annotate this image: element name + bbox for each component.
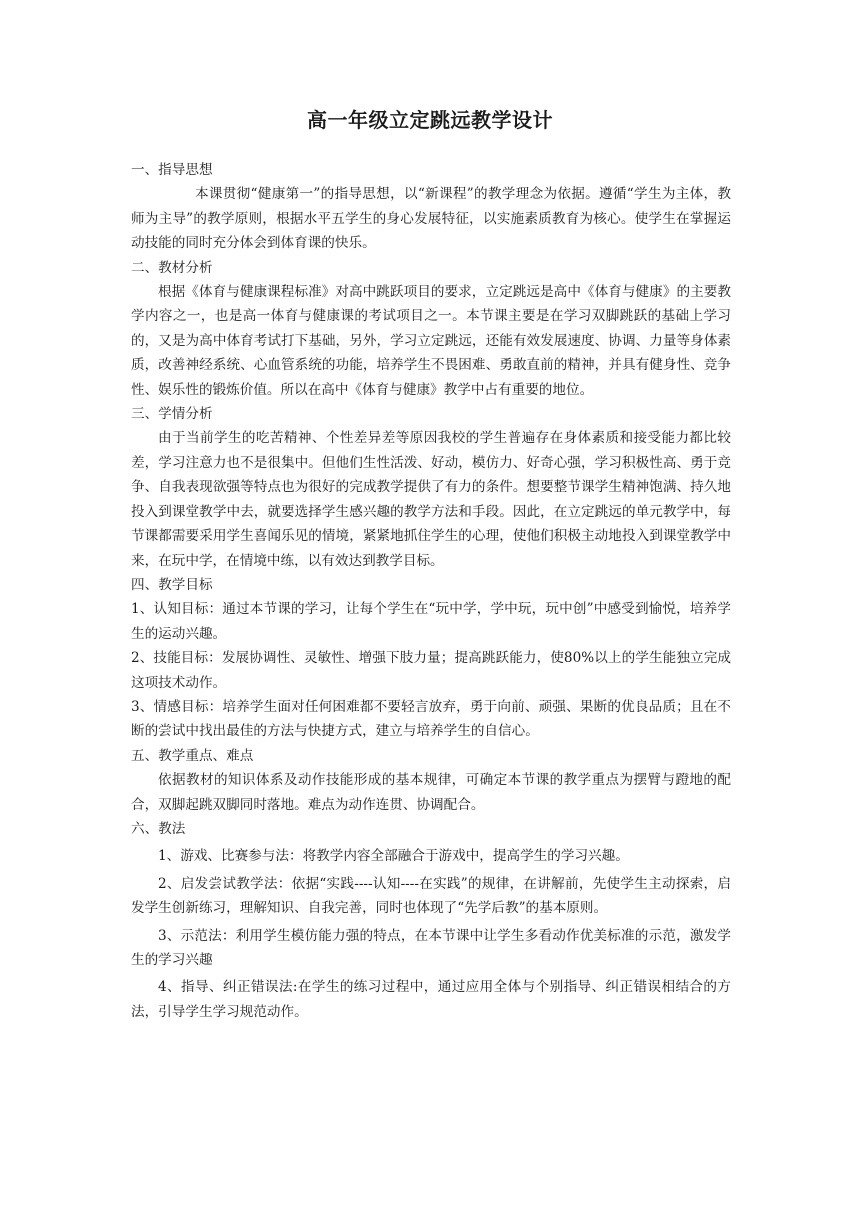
method-inspiration: 2、启发尝试教学法：依据“实践----认知----在实践”的规律，在讲解前，先使学生主动探索，启发学生创新练习，理解知识、自我完善，同时也体现了“先学后教”的基本原则。 <box>131 875 731 917</box>
section-heading-teaching-methods: 六、教法 <box>131 820 186 837</box>
section-heading-student-analysis: 三、学情分析 <box>131 406 213 423</box>
goal-emotional: 3、情感目标：培养学生面对任何困难都不要轻言放弃，勇于向前、顽强、果断的优良品质；且在不断的尝试中找出最佳的方法与快捷方式，建立与培养学生的自信心。 <box>131 698 731 740</box>
goal-cognitive: 1、认知目标：通过本节课的学习，让每个学生在“玩中学，学中玩，玩中创”中感受到愉悦，培养学生的运动兴趣。 <box>131 601 731 642</box>
paragraph-material-analysis: 根据《体育与健康课程标准》对高中跳跃项目的要求，立定跳远是高中《体育与健康》的主要教学内容之一，也是高一体育与健康课的考试项目之一。本节课主要是在学习双脚跳跃的基础上学习的，又是为高中体育考试打下基础，另外，学习立定跳远，还能有效发展速度、协调、力量等身体素质，改善神经系统、心血管系统的功能，培养学生不畏困难、勇敢直前的精神，并具有健身性、竞争性、娱乐性的锻炼价值。所以在高中《体育与健康》教学中占有重要的地位。 <box>131 284 731 398</box>
section-heading-key-points: 五、教学重点、难点 <box>131 747 254 764</box>
paragraph-guiding-thought: 本课贯彻“健康第一”的指导思想，以“新课程”的教学理念为依据。遵循“学生为主体，教师为主导”的教学原则，根据水平五学生的身心发展特征，以实施素质教育为核心。使学生在掌握运动技能的同时充分体会到体育课的快乐。 <box>131 186 731 252</box>
paragraph-student-analysis: 由于当前学生的吃苦精神、个性差异差等原因我校的学生普遍存在身体素质和接受能力都比较差，学习注意力也不是很集中。但他们生性活泼、好动，模仿力、好奇心强，学习积极性高、勇于竞争、自我表现欲强等特点也为很好的完成教学提供了有力的条件。想要整节课学生精神饱满、持久地投入到课堂教学中去，就要选择学生感兴趣的教学方法和手段。因此，在立定跳远的单元教学中，每节课都需要采用学生喜闻乐见的情境，紧紧地抓住学生的心理，使他们积极主动地投入到课堂教学中来，在玩中学，在情境中练，以有效达到教学目标。 <box>131 430 731 569</box>
section-heading-teaching-goals: 四、教学目标 <box>131 576 213 593</box>
goal-skill: 2、技能目标：发展协调性、灵敏性、增强下肢力量；提高跳跃能力，使80%以上的学生能独立完成这项技术动作。 <box>131 650 731 691</box>
method-correction: 4、指导、纠正错误法:在学生的练习过程中，通过应用全体与个别指导、纠正错误相结合的方法，引导学生学习规范动作。 <box>131 979 731 1020</box>
method-game: 1、游戏、比赛参与法：将教学内容全部融合于游戏中，提高学生的学习兴趣。 <box>158 848 629 865</box>
section-heading-material-analysis: 二、教材分析 <box>131 259 213 276</box>
document-body <box>131 158 731 1024</box>
method-demonstration: 3、示范法：利用学生模仿能力强的特点，在本节课中让学生多看动作优美标准的示范，激发学生的学习兴趣 <box>131 927 731 968</box>
section-heading-guiding-thought: 一、指导思想 <box>131 162 213 178</box>
paragraph-key-points: 依据教材的知识体系及动作技能形成的基本规律，可确定本节课的教学重点为摆臂与蹬地的配合，双脚起跳双脚同时落地。难点为动作连贯、协调配合。 <box>131 772 731 813</box>
document-title: 高一年级立定跳远教学设计 <box>307 108 553 132</box>
